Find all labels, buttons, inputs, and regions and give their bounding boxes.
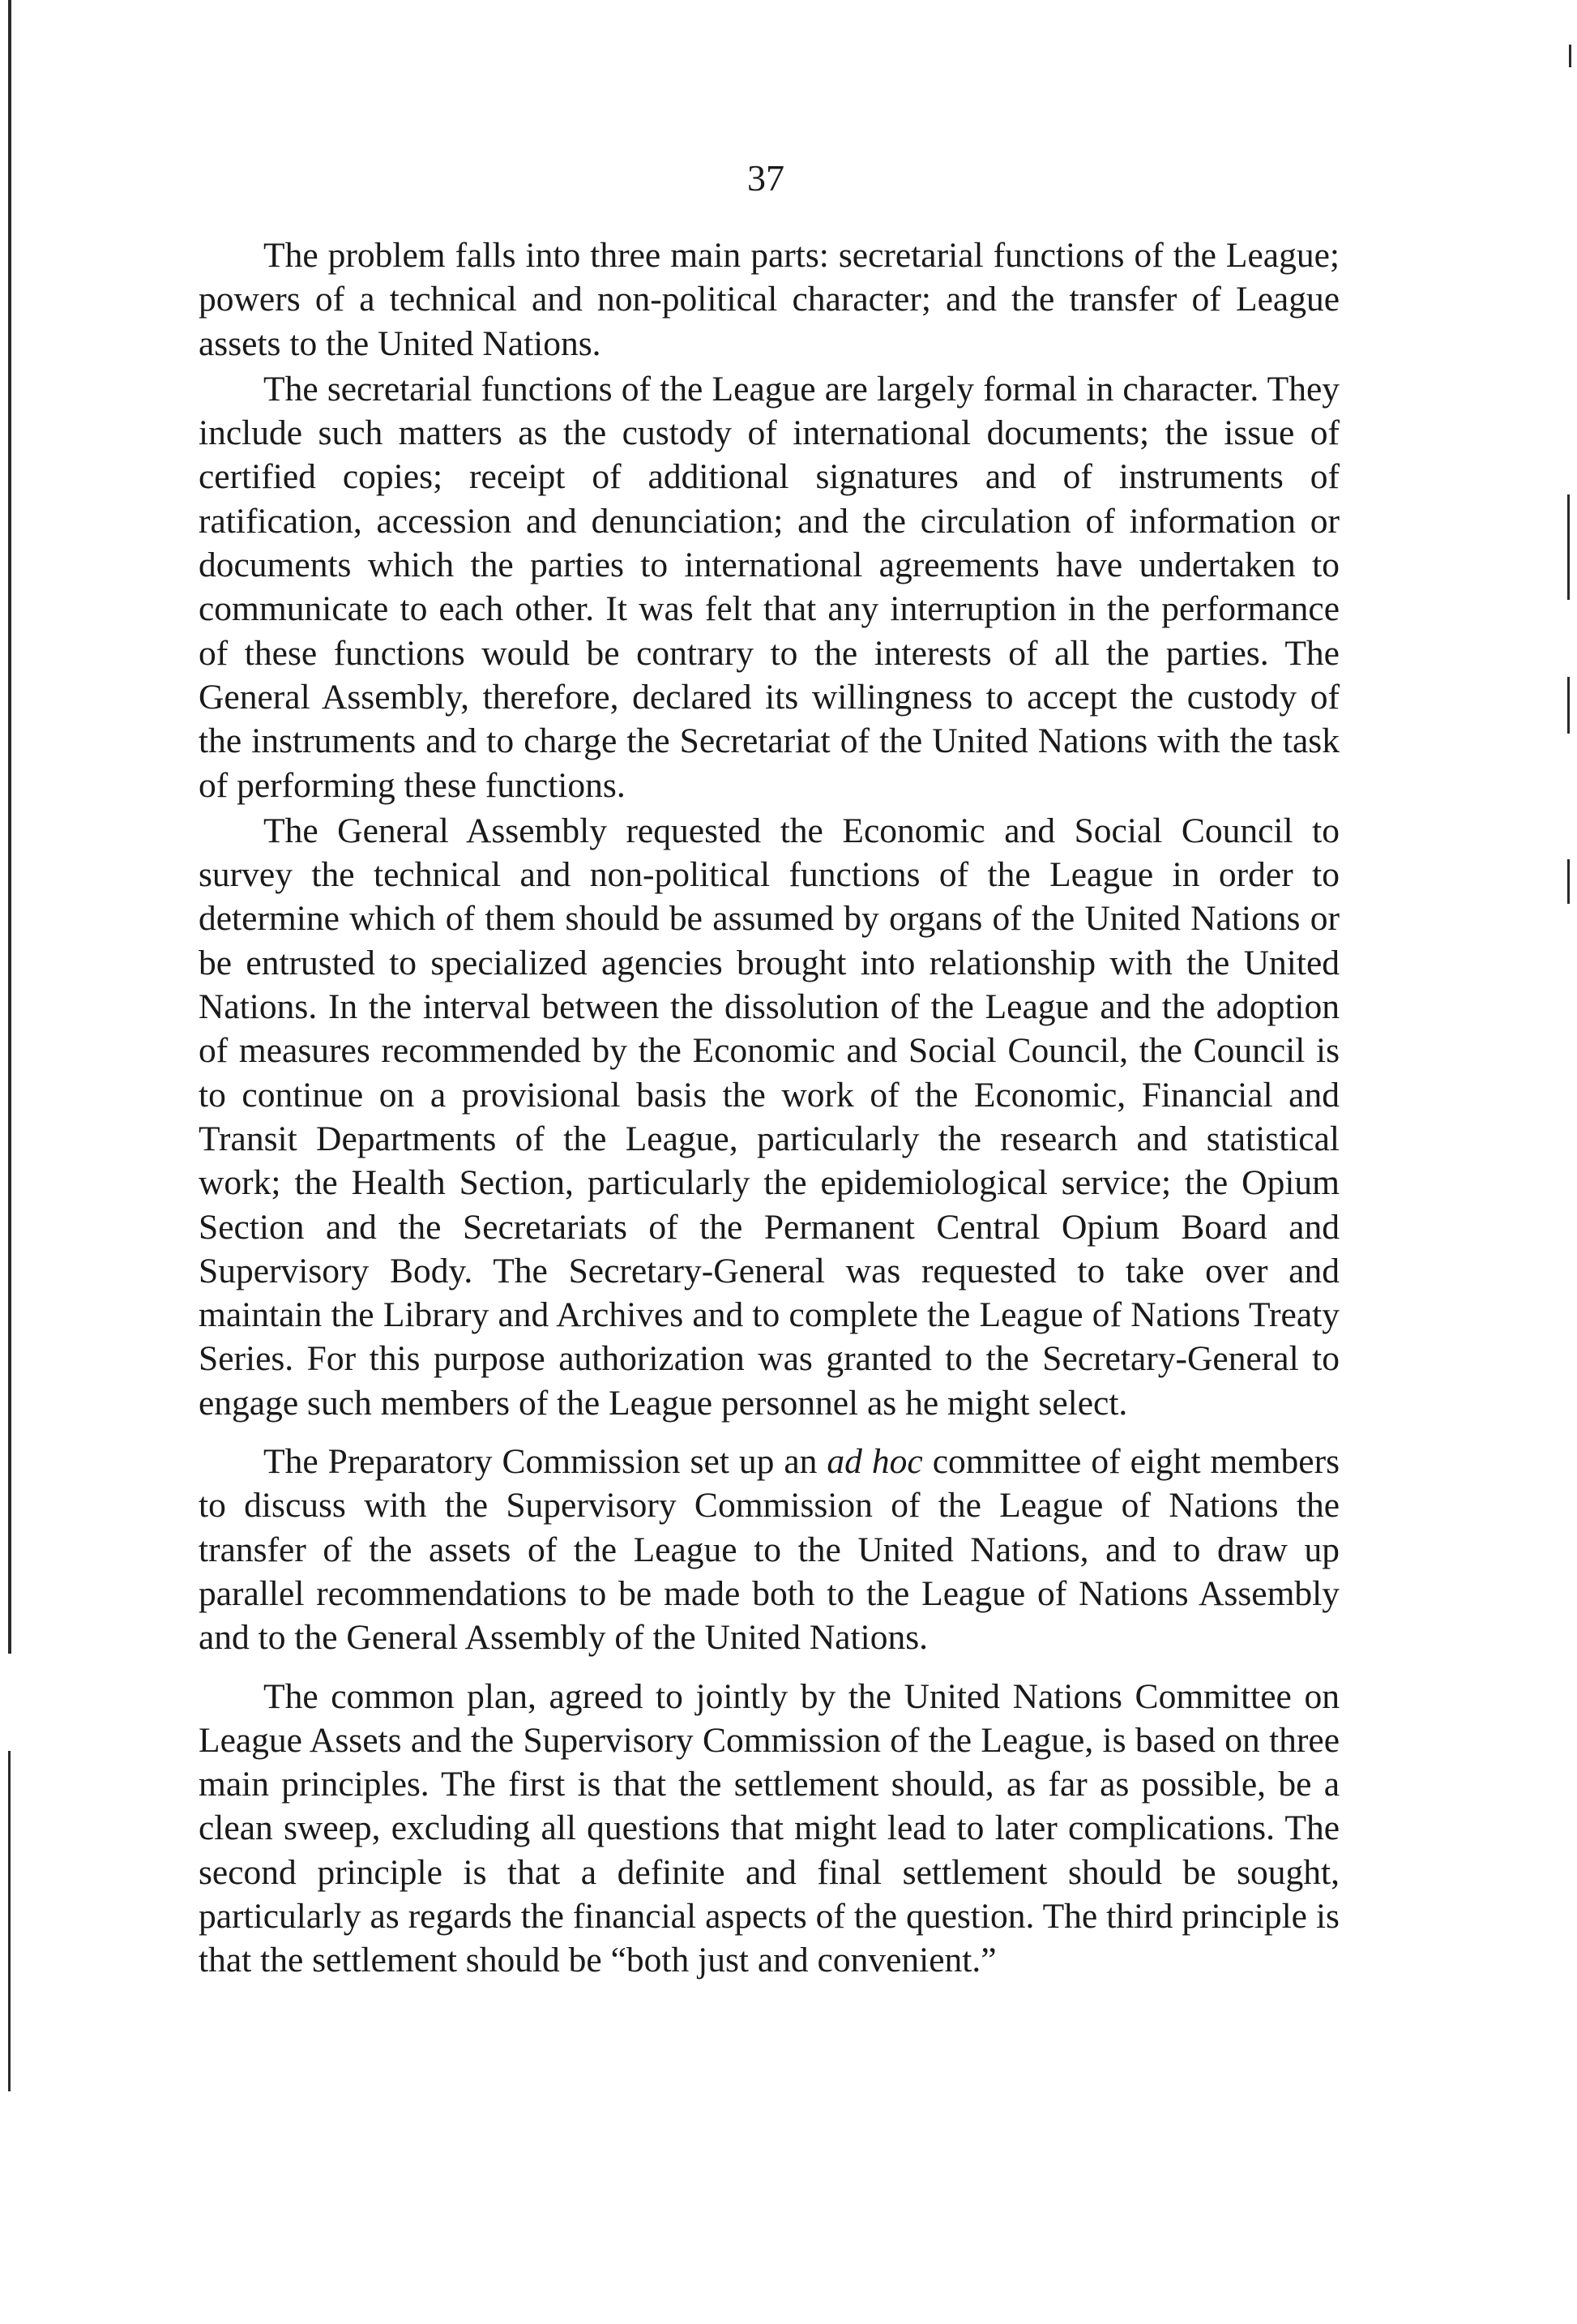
page-body xyxy=(199,233,1340,1984)
scan-edge-right-top xyxy=(1569,45,1571,67)
scan-edge-left-lower xyxy=(8,1751,11,2091)
page-number: 37 xyxy=(747,157,784,199)
paragraph-preparatory-commission xyxy=(199,1440,1340,1659)
scan-edge-right-mark xyxy=(1567,677,1570,734)
paragraph-common-plan: The common plan, agreed to jointly by the United Nations Committee on League Assets and the Supervisory Commission of the League, is based on three main principles. The first is that the settlement should, as far as possible, be a clean sweep, excluding all questions that might lead to later complications. The second principle is that a definite and final settlement should be sought, particularly as regards the financial aspects of the question. The third principle is that the settlement should be “both just and convenient.” xyxy=(199,1676,1340,1980)
italic-phrase: ad hoc xyxy=(827,1442,923,1482)
paragraph-text-segment: The Preparatory Commission set up an xyxy=(263,1442,827,1482)
paragraph-secretarial-functions: The secretarial functions of the League are largely formal in character. They include such matters as the custody of international documents; the issue of certified copies; receipt of additional signatures and of instruments of ratification, accession and denunciation; and the circulation of information or documents which the parties to international agreements have undertaken to communicate to each other. It was felt that any interruption in the performance of these functions would be contrary to the interests of all the parties. The General Assembly, therefore, declared its willingness to accept the custody of the instruments and to charge the Secretariat of the United Nations with the task of performing these functions. xyxy=(199,369,1340,805)
paragraph-text-segment: committee of eight members to discuss with the Supervisory Commission of the League of Nations the transfer of the assets of the League to the United Nations, and to draw up parallel recommendations to be made both to the League of Nations Assembly and to the General Assembly of the United Nations. xyxy=(199,1442,1340,1658)
scan-edge-left xyxy=(8,0,11,1654)
paragraph-economic-social-council: The General Assembly requested the Economic and Social Council to survey the technical and non-political functions of the League in order to determine which of them should be assumed by organs of the United Nations or be entrusted to specialized agencies brought into relationship with the United Nations. In the interval between the dissolution of the League and the adoption of measures recommended by the Economic and Social Council, the Council is to continue on a provisional basis the work of the Economic, Financial and Transit Departments of the League, particularly the research and statistical work; the Health Section, particularly the epidemiological service; the Opium Section and the Secretariats of the Permanent Central Opium Board and Supervisory Body. The Secretary-General was requested to take over and maintain the Library and Archives and to complete the League of Nations Treaty Series. For this purpose authorization was granted to the Secretary-General to engage such members of the League personnel as he might select. xyxy=(199,811,1340,1423)
scan-edge-right-mark xyxy=(1567,859,1570,904)
scan-edge-right-mark xyxy=(1567,494,1570,600)
paragraph-problem-parts: The problem falls into three main parts: secretarial functions of the League; powers of a technical and non-political character; and the transfer of League assets to the United Nations. xyxy=(199,236,1340,363)
